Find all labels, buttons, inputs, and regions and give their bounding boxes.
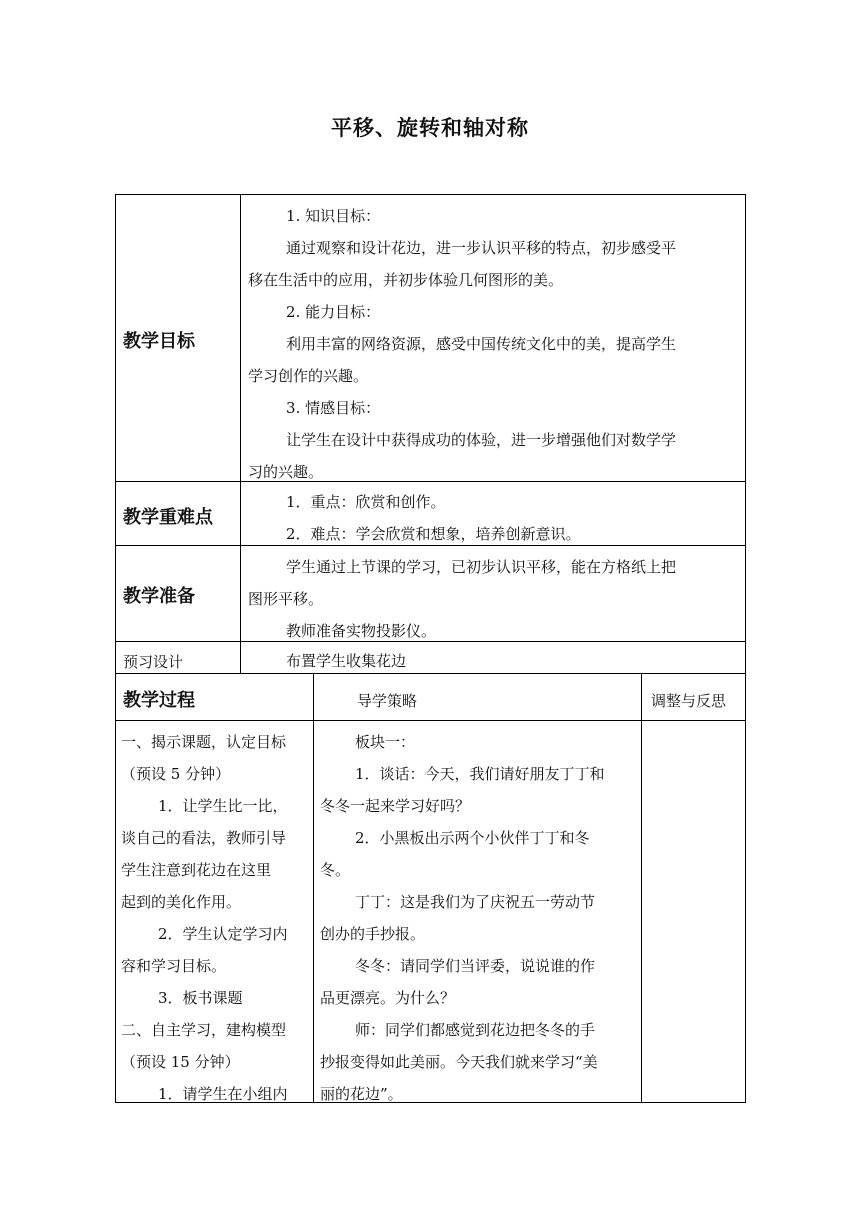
preparation-line: 教师准备实物投影仪。 — [286, 622, 437, 640]
key-points-line: 2．难点：学会欣赏和想象，培养创新意识。 — [286, 525, 581, 543]
preparation-line: 学生通过上节课的学习，已初步认识平移，能在方格纸上把 — [286, 558, 677, 576]
strategy-line: 品更漂亮。为什么？ — [320, 989, 456, 1007]
process-step-line: 3．板书课题 — [158, 989, 243, 1007]
goals-line: 移在生活中的应用，并初步体验几何图形的美。 — [248, 271, 564, 289]
process-step-line: 一、揭示课题，认定目标 — [121, 733, 287, 751]
process-step-line: 2．学生认定学习内 — [158, 925, 288, 943]
strategy-header: 导学策略 — [357, 692, 418, 710]
key-points-line: 1．重点：欣赏和创作。 — [286, 493, 446, 511]
strategy-line: 1．谈话：今天，我们请好朋友丁丁和 — [355, 765, 605, 783]
process-step-line: 学生注意到花边在这里 — [121, 861, 272, 879]
column-divider — [240, 194, 241, 673]
strategy-line: 丽的花边”。 — [320, 1085, 403, 1103]
preparation-line: 图形平移。 — [248, 590, 324, 608]
process-step-line: 1．请学生在小组内 — [158, 1085, 288, 1103]
row-divider — [115, 673, 746, 674]
goals-line: 习的兴趣。 — [248, 463, 324, 481]
strategy-line: 冬冬：请同学们当评委，说说谁的作 — [355, 957, 596, 975]
process-step-line: （预设 15 分钟） — [121, 1053, 240, 1071]
process-label: 教学过程 — [123, 690, 195, 711]
preparation-label: 教学准备 — [123, 586, 195, 607]
process-step-line: 谈自己的看法，教师引导 — [121, 829, 287, 847]
goals-line: 1. 知识目标： — [286, 207, 381, 225]
strategy-line: 板块一： — [355, 733, 416, 751]
strategy-line: 冬。 — [320, 861, 351, 879]
document-title: 平移、旋转和轴对称 — [331, 116, 529, 140]
strategy-line: 师：同学们都感觉到花边把冬冬的手 — [355, 1021, 596, 1039]
column-divider — [641, 673, 642, 1103]
goals-label: 教学目标 — [123, 331, 195, 352]
goals-line: 让学生在设计中获得成功的体验，进一步增强他们对数学学 — [286, 431, 677, 449]
process-step-line: 1．让学生比一比， — [158, 797, 288, 815]
row-divider — [115, 481, 746, 482]
goals-line: 利用丰富的网络资源，感受中国传统文化中的美，提高学生 — [286, 335, 677, 353]
process-step-line: 起到的美化作用。 — [121, 893, 242, 911]
goals-line: 3. 情感目标： — [286, 399, 381, 417]
row-divider — [115, 720, 746, 721]
strategy-line: 抄报变得如此美丽。今天我们就来学习“美 — [320, 1053, 598, 1071]
strategy-line: 2．小黑板出示两个小伙伴丁丁和冬 — [355, 829, 590, 847]
column-divider — [313, 673, 314, 1103]
process-step-line: 容和学习目标。 — [121, 957, 227, 975]
goals-line: 学习创作的兴趣。 — [248, 367, 369, 385]
goals-line: 通过观察和设计花边，进一步认识平移的特点，初步感受平 — [286, 239, 677, 257]
strategy-line: 丁丁：这是我们为了庆祝五一劳动节 — [355, 893, 596, 911]
key-points-label: 教学重难点 — [123, 507, 213, 528]
preview-text: 布置学生收集花边 — [286, 652, 407, 670]
preview-label: 预习设计 — [123, 653, 184, 671]
process-step-line: 二、自主学习，建构模型 — [121, 1021, 287, 1039]
strategy-line: 创办的手抄报。 — [320, 925, 426, 943]
reflection-header: 调整与反思 — [651, 692, 727, 710]
goals-line: 2. 能力目标： — [286, 303, 381, 321]
process-step-line: （预设 5 分钟） — [121, 765, 231, 783]
strategy-line: 冬冬一起来学习好吗？ — [320, 797, 471, 815]
